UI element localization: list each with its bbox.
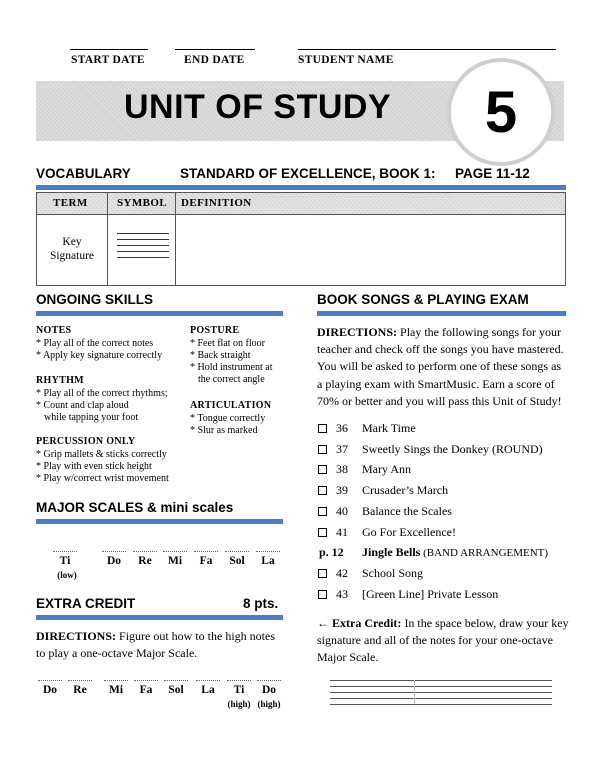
octave-blank[interactable] <box>227 680 251 681</box>
scale-syllable: Mi <box>167 555 183 567</box>
octave-blank[interactable] <box>257 680 281 681</box>
octave-syllable: Fa <box>139 684 153 696</box>
scale-blank[interactable] <box>53 551 77 552</box>
song-number: 41 <box>336 525 348 539</box>
song-checkbox[interactable] <box>318 569 327 578</box>
song-title: Balance the Scales <box>362 504 452 518</box>
end-date-label: END DATE <box>184 54 245 66</box>
song-number: 43 <box>336 587 348 601</box>
song-checkbox[interactable] <box>318 465 327 474</box>
song-title: Jingle Bells (BAND ARRANGEMENT) <box>362 545 549 559</box>
song-title: Mary Ann <box>362 462 411 476</box>
octave-syllable: Sol <box>168 684 184 696</box>
percussion-item: * Play with even stick height <box>36 461 152 472</box>
rhythm-heading: RHYTHM <box>36 375 84 386</box>
unit-number-circle <box>447 58 555 166</box>
posture-item: the correct angle <box>198 374 265 385</box>
song-number: p. 12 <box>319 545 344 559</box>
octave-blank[interactable] <box>38 680 62 681</box>
song-title: Go For Excellence! <box>362 525 456 539</box>
column-divider <box>175 193 176 285</box>
scale-syllable: La <box>261 555 275 567</box>
song-number: 40 <box>336 504 348 518</box>
song-number: 42 <box>336 566 348 580</box>
major-scales-rule <box>36 519 283 524</box>
scale-blank[interactable] <box>256 551 280 552</box>
notes-item: * Play all of the correct notes <box>36 338 154 349</box>
octave-syllable: Re <box>73 684 87 696</box>
end-date-line[interactable] <box>175 49 255 50</box>
octave-syllable: La <box>201 684 215 696</box>
scale-syllable: Fa <box>199 555 213 567</box>
column-term: TERM <box>53 197 88 209</box>
drawing-staff[interactable] <box>330 680 552 710</box>
extra-credit-directions: DIRECTIONS: Figure out how to the high notes to play a one-octave Major Scale. <box>36 629 276 661</box>
octave-blank[interactable] <box>134 680 158 681</box>
extra-credit-points: 8 pts. <box>243 596 279 611</box>
ongoing-skills-heading: ONGOING SKILLS <box>36 292 154 307</box>
book-songs-rule <box>317 311 566 316</box>
vocabulary-rule <box>36 185 566 190</box>
song-checkbox[interactable] <box>318 424 327 433</box>
song-number: 39 <box>336 483 348 497</box>
vocabulary-table <box>36 192 566 286</box>
scale-syllable: Do <box>106 555 122 567</box>
scale-low-label: (low) <box>57 570 77 580</box>
scale-blank[interactable] <box>102 551 126 552</box>
student-name-line[interactable] <box>298 49 556 50</box>
scale-syllable: Re <box>138 555 152 567</box>
octave-syllable: Ti <box>233 684 245 696</box>
articulation-item: * Tongue correctly <box>190 413 266 424</box>
octave-syllable: Do <box>261 684 277 696</box>
column-definition: DEFINITION <box>181 197 252 209</box>
song-title: Sweetly Sings the Donkey (ROUND) <box>362 442 543 456</box>
scale-blank[interactable] <box>225 551 249 552</box>
major-scales-heading: MAJOR SCALES & mini scales <box>36 500 234 515</box>
posture-heading: POSTURE <box>190 325 240 336</box>
column-divider <box>107 193 108 285</box>
octave-syllable: Do <box>42 684 58 696</box>
song-title: Mark Time <box>362 421 416 435</box>
term-key-signature: Key Signature <box>49 236 95 262</box>
scale-blank[interactable] <box>194 551 218 552</box>
song-checkbox[interactable] <box>318 528 327 537</box>
song-title: School Song <box>362 566 424 580</box>
scale-blank[interactable] <box>133 551 157 552</box>
song-checkbox[interactable] <box>318 445 327 454</box>
song-number: 37 <box>336 442 348 456</box>
posture-item: * Hold instrument at <box>190 362 273 373</box>
definition-cell[interactable] <box>177 215 565 285</box>
book-songs-directions: DIRECTIONS: Play the following songs for your teacher and check off the songs you have mastered. You will be asked to perform one of these songs as a playing exam with SmartMusic. Earn a score of 70% or better and you will pass this Unit of Study! <box>317 325 564 408</box>
symbol-staff <box>117 233 169 263</box>
percussion-item: * Play w/correct wrist movement <box>36 473 169 484</box>
percussion-heading: PERCUSSION ONLY <box>36 436 136 447</box>
posture-item: * Back straight <box>190 350 251 361</box>
articulation-heading: ARTICULATION <box>190 400 272 411</box>
octave-blank[interactable] <box>196 680 220 681</box>
octave-high-label: (high) <box>257 699 281 709</box>
start-date-label: START DATE <box>71 54 145 66</box>
song-checkbox[interactable] <box>318 486 327 495</box>
extra-credit-rule <box>36 615 283 620</box>
song-checkbox[interactable] <box>318 590 327 599</box>
articulation-item: * Slur as marked <box>190 425 258 436</box>
octave-blank[interactable] <box>164 680 188 681</box>
book-title: STANDARD OF EXCELLENCE, BOOK 1: <box>180 166 436 181</box>
song-number: 36 <box>336 421 348 435</box>
octave-blank[interactable] <box>68 680 92 681</box>
rhythm-item: * Play all of the correct rhythms; <box>36 388 168 399</box>
octave-syllable: Mi <box>108 684 124 696</box>
song-checkbox[interactable] <box>318 507 327 516</box>
book-songs-heading: BOOK SONGS & PLAYING EXAM <box>317 292 529 307</box>
posture-item: * Feet flat on floor <box>190 338 265 349</box>
ongoing-skills-rule <box>36 311 283 316</box>
octave-high-label: (high) <box>227 699 251 709</box>
song-title: Crusader’s March <box>362 483 449 497</box>
extra-credit-draw-instructions: ← Extra Credit: In the space below, draw your key signature and all of the notes for your one-octave Major Scale. <box>317 616 569 665</box>
book-pages: PAGE 11-12 <box>455 166 530 181</box>
extra-credit-heading: EXTRA CREDIT <box>36 596 136 611</box>
song-title: [Green Line] Private Lesson <box>362 587 499 601</box>
rhythm-item: * Count and clap aloud <box>36 400 129 411</box>
start-date-line[interactable] <box>70 49 148 50</box>
rhythm-item: while tapping your foot <box>44 412 139 423</box>
unit-number: 5 <box>484 79 518 145</box>
notes-heading: NOTES <box>36 325 72 336</box>
percussion-item: * Grip mallets & sticks correctly <box>36 449 167 460</box>
scale-blank[interactable] <box>163 551 187 552</box>
octave-blank[interactable] <box>104 680 128 681</box>
student-name-label: STUDENT NAME <box>298 54 394 66</box>
scale-syllable: Ti <box>59 555 71 567</box>
song-number: 38 <box>336 462 348 476</box>
vocabulary-heading: VOCABULARY <box>36 166 131 181</box>
page-title: UNIT OF STUDY <box>124 88 392 126</box>
column-symbol: SYMBOL <box>117 197 168 209</box>
scale-syllable: Sol <box>229 555 245 567</box>
notes-item: * Apply key signature correctly <box>36 350 163 361</box>
